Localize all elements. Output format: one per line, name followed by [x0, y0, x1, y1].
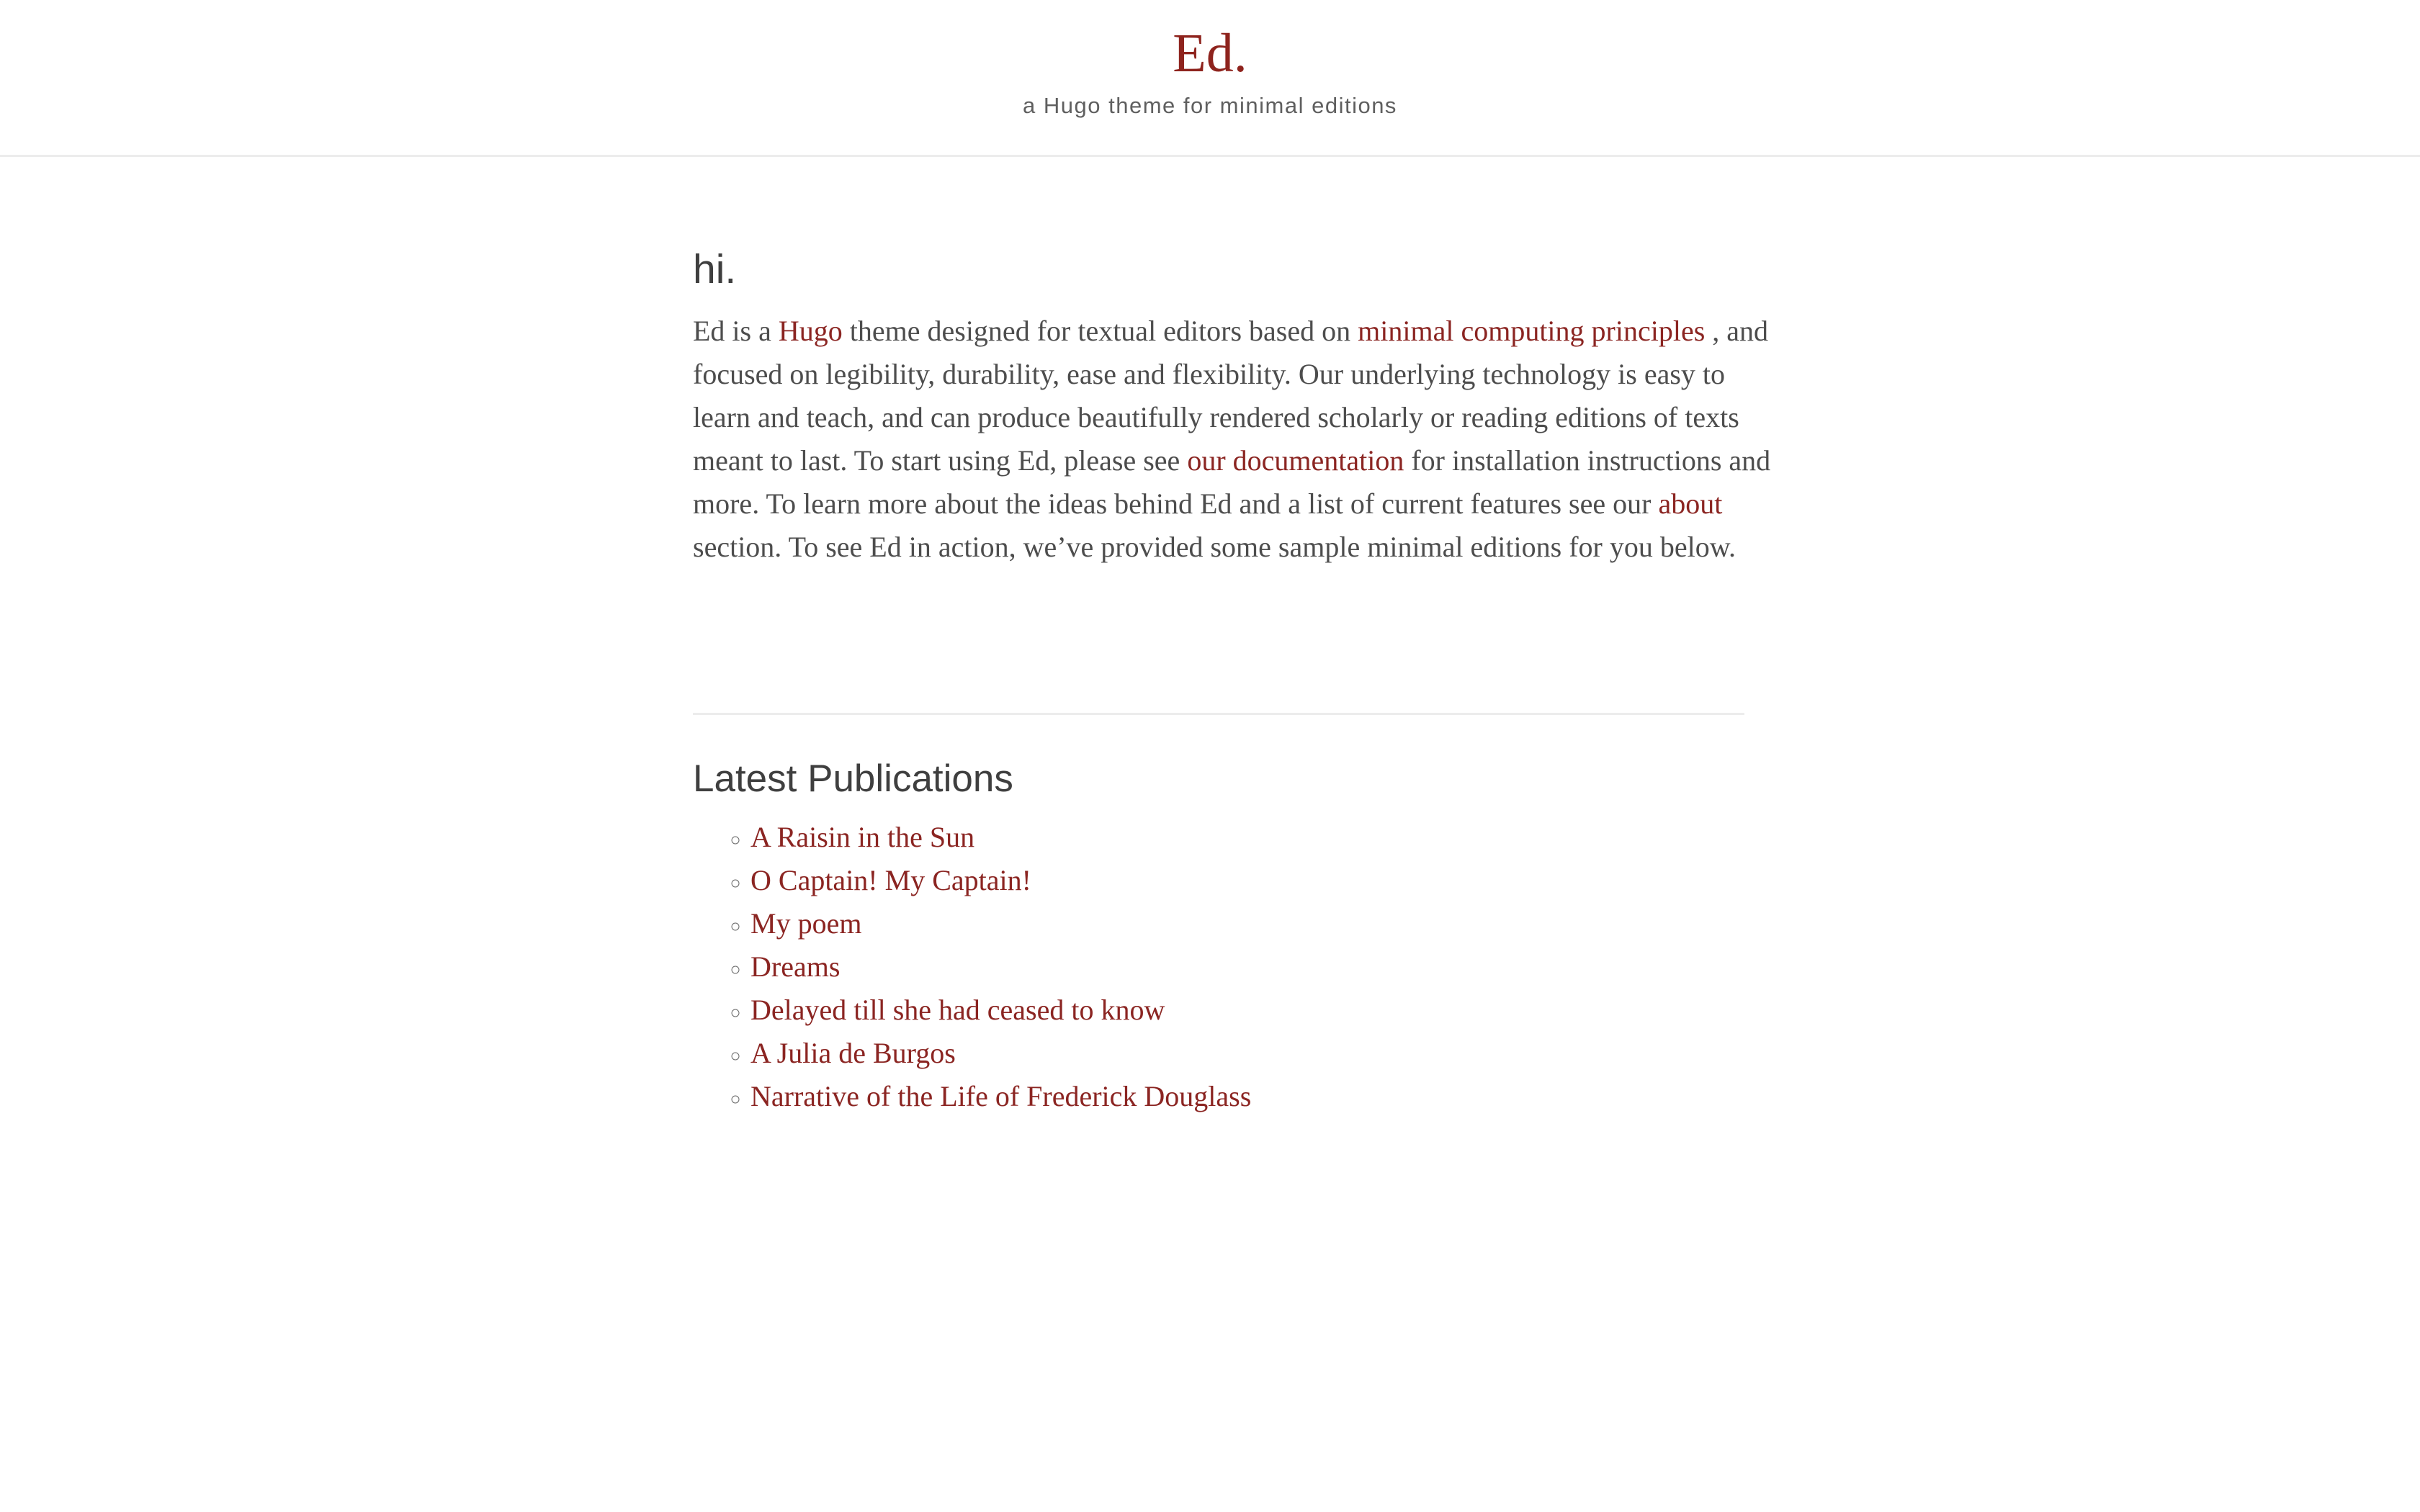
intro-text: theme designed for textual editors based on — [842, 315, 1358, 347]
intro-text: section. To see Ed in action, we’ve provided some sample minimal editions for you below. — [693, 531, 1736, 563]
hugo-link[interactable]: Hugo — [778, 315, 843, 347]
publication-item — [750, 902, 1744, 945]
intro-paragraph — [693, 310, 1773, 569]
publication-link[interactable]: Narrative of the Life of Frederick Douglass — [750, 1080, 1252, 1112]
publication-item — [750, 1075, 1744, 1118]
intro-text: , and focused on legibility, durability, ease and flexibility. Our underlying technology is easy to learn and teach, and can produce beautifully rendered scholarly or reading editions of texts meant to last. To start using Ed, please see — [693, 315, 1769, 477]
intro-text: Ed is a — [693, 315, 779, 347]
publication-link[interactable]: O Captain! My Captain! — [750, 864, 1031, 896]
site-title-link[interactable]: Ed. — [1173, 23, 1247, 84]
publications-heading: Latest Publications — [693, 757, 1013, 800]
publication-item — [750, 816, 1744, 859]
publication-item — [750, 945, 1744, 989]
greeting-heading: hi. — [693, 246, 737, 292]
site-subtitle: a Hugo theme for minimal editions — [1023, 93, 1397, 118]
site-header — [0, 0, 2420, 157]
main-content — [693, 157, 1771, 1118]
menu-button[interactable] — [49, 37, 79, 60]
section-divider — [693, 713, 1744, 715]
minimal-computing-principles-link[interactable]: minimal computing principles — [1358, 315, 1706, 347]
publication-link[interactable]: Dreams — [750, 950, 841, 983]
about-link[interactable]: about — [1658, 487, 1723, 520]
documentation-link[interactable]: our documentation — [1187, 444, 1404, 477]
publications-list — [693, 816, 1744, 1118]
publication-link[interactable]: My poem — [750, 907, 862, 940]
intro-text: for installation instructions and more. To learn more about the ideas behind Ed and a list of current features see our — [693, 444, 1771, 520]
publication-item — [750, 1032, 1744, 1075]
publication-link[interactable]: A Raisin in the Sun — [750, 821, 975, 853]
publication-link[interactable]: A Julia de Burgos — [750, 1037, 956, 1069]
publication-item — [750, 989, 1744, 1032]
publication-link[interactable]: Delayed till she had ceased to know — [750, 994, 1165, 1026]
publication-item — [750, 859, 1744, 902]
